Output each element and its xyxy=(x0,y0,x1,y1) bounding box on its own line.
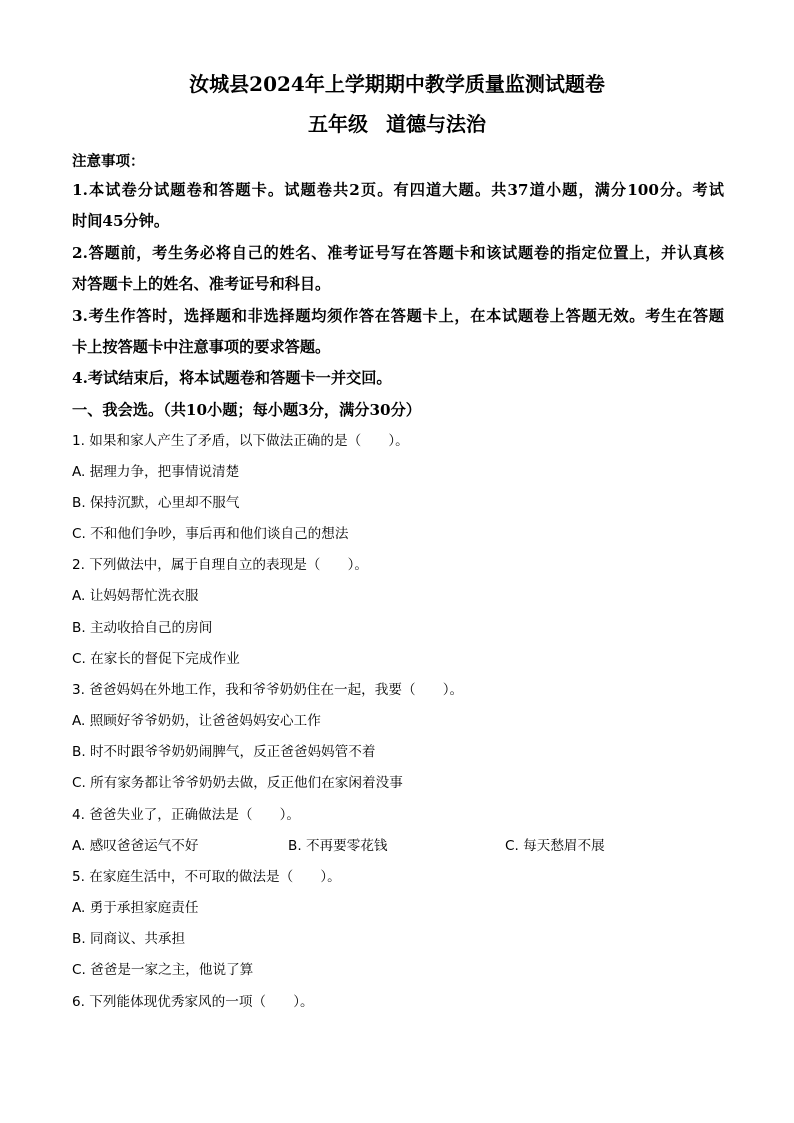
notice-line: 对答题卡上的姓名、准考证号和科目。 xyxy=(72,275,331,293)
notice-line: 卡上按答题卡中注意事项的要求答题。 xyxy=(72,338,331,356)
answer-option: A. 照顾好爷爷奶奶，让爸爸妈妈安心工作 xyxy=(72,713,321,729)
notice-line: 2.答题前，考生务必将自己的姓名、准考证号写在答题卡和该试题卷的指定位置上，并认真核 xyxy=(72,244,724,262)
question-stem: 5. 在家庭生活中，不可取的做法是（ ）。 xyxy=(72,869,341,885)
answer-option: C. 在家长的督促下完成作业 xyxy=(72,651,240,667)
notice-line: 1.本试卷分试题卷和答题卡。试题卷共2页。有四道大题。共37道小题，满分100分。考试 xyxy=(72,181,724,199)
question-stem: 2. 下列做法中，属于自理自立的表现是（ ）。 xyxy=(72,557,368,573)
subject-label: 道德与法治 xyxy=(386,112,486,136)
answer-option: B. 不再要零花钱 xyxy=(288,838,388,854)
answer-option: A. 感叹爸爸运气不好 xyxy=(72,838,199,854)
answer-option: B. 保持沉默，心里却不服气 xyxy=(72,495,240,511)
question-stem: 3. 爸爸妈妈在外地工作，我和爷爷奶奶住在一起，我要（ ）。 xyxy=(72,682,464,698)
notice-line: 4.考试结束后，将本试题卷和答题卡一并交回。 xyxy=(72,369,392,387)
answer-option: A. 让妈妈帮忙洗衣服 xyxy=(72,588,199,604)
notice-heading: 注意事项： xyxy=(72,153,145,170)
answer-option: C. 每天愁眉不展 xyxy=(505,838,605,854)
question-stem: 4. 爸爸失业了，正确做法是（ ）。 xyxy=(72,807,300,823)
question-stem: 1. 如果和家人产生了矛盾，以下做法正确的是（ ）。 xyxy=(72,433,409,449)
grade-label: 五年级 xyxy=(308,112,368,136)
answer-option: C. 所有家务都让爷爷奶奶去做，反正他们在家闲着没事 xyxy=(72,775,403,791)
exam-subtitle xyxy=(0,112,794,136)
notice-line: 时间45分钟。 xyxy=(72,212,170,230)
answer-option: C. 爸爸是一家之主，他说了算 xyxy=(72,962,254,978)
answer-option: C. 不和他们争吵，事后再和他们谈自己的想法 xyxy=(72,526,349,542)
section-heading: 一、我会选。（共10小题；每小题3分，满分30分） xyxy=(72,401,421,419)
exam-title: 汝城县2024年上学期期中教学质量监测试题卷 xyxy=(189,72,605,96)
answer-option: A. 勇于承担家庭责任 xyxy=(72,900,199,916)
notice-line: 3.考生作答时，选择题和非选择题均须作答在答题卡上，在本试题卷上答题无效。考生在答题 xyxy=(72,307,724,325)
answer-option: B. 同商议、共承担 xyxy=(72,931,186,947)
answer-option: B. 主动收拾自己的房间 xyxy=(72,620,213,636)
answer-option: B. 时不时跟爷爷奶奶闹脾气，反正爸爸妈妈管不着 xyxy=(72,744,376,760)
answer-option: A. 据理力争，把事情说清楚 xyxy=(72,464,240,480)
question-stem: 6. 下列能体现优秀家风的一项（ ）。 xyxy=(72,994,314,1010)
